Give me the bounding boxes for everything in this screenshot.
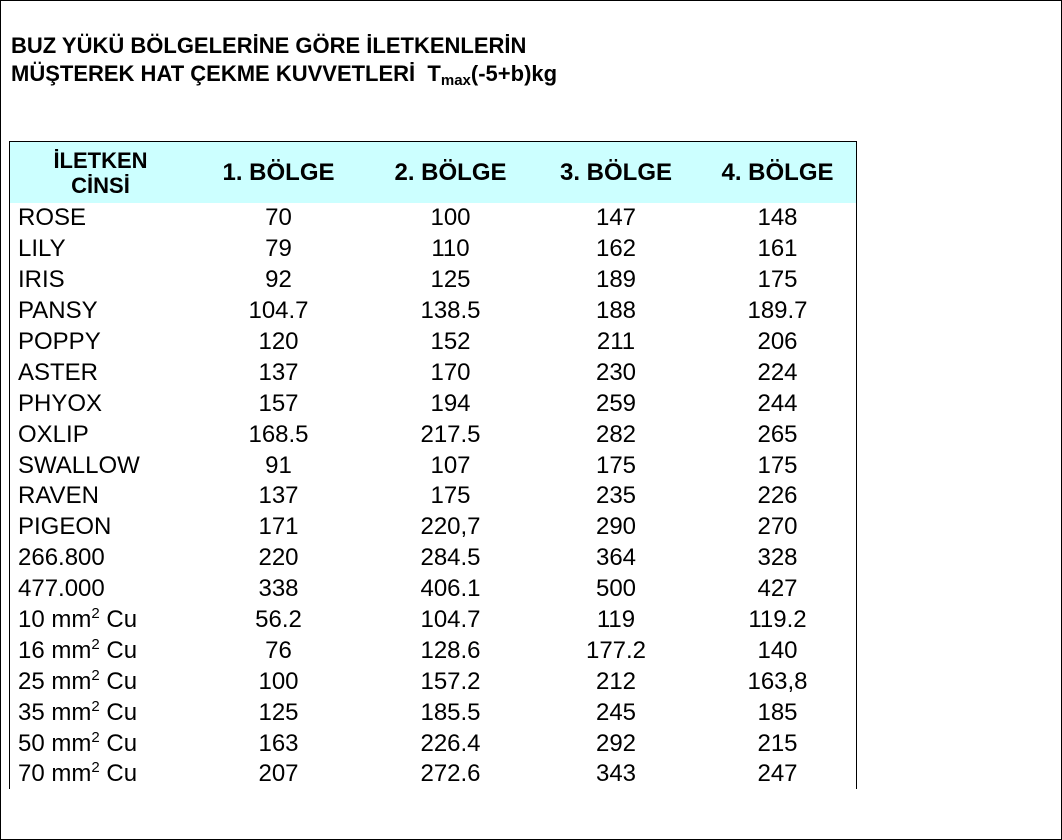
region-4-value-cell: 226 (757, 482, 798, 510)
table-row (10, 327, 856, 358)
region-4-value-cell: 244 (757, 389, 798, 417)
conductor-material: Cu (106, 667, 138, 695)
conductor-unit: mm (51, 729, 92, 757)
region-2-value-cell: 406.1 (420, 575, 481, 603)
region-4-value-cell: 161 (757, 235, 798, 263)
conductor-name-cell (10, 697, 189, 728)
conductor-unit: mm (51, 606, 92, 634)
conductor-name-cell: PHYOX (18, 389, 103, 417)
region-1-value-cell: 163 (258, 729, 299, 757)
region-2-value-cell: 220,7 (420, 513, 481, 541)
region-3-value-cell: 500 (595, 575, 637, 603)
conductor-name-cell: RAVEN (18, 482, 99, 510)
region-3-value-cell: 230 (595, 358, 637, 386)
region-4-value-cell: 247 (757, 760, 798, 788)
region-1-value-cell: 168.5 (248, 420, 309, 448)
region-3-value-cell: 282 (595, 420, 637, 448)
region-3-value-cell: 189 (595, 266, 637, 294)
title-unit: (-5+b)kg (470, 61, 558, 86)
conductor-unit: mm (51, 760, 92, 788)
region-4-value-cell: 270 (757, 513, 798, 541)
region-2-value-cell: 175 (430, 482, 471, 510)
region-3-value-cell: 212 (595, 667, 637, 695)
table-row (10, 697, 856, 728)
region-3-value-cell: 259 (595, 389, 637, 417)
region-3-value-cell: 175 (595, 451, 637, 479)
region-3-value-cell: 119 (596, 606, 636, 634)
conductor-size: 35 (18, 698, 45, 726)
conductor-material: Cu (106, 698, 138, 726)
region-4-value-cell: 175 (757, 266, 798, 294)
table-row (10, 512, 856, 543)
conductor-size: 70 (18, 760, 45, 788)
region-1-value-cell: 120 (258, 328, 299, 355)
title-line-1: BUZ YÜKÜ BÖLGELERİNE GÖRE İLETKENLERİN (11, 33, 527, 58)
region-1-value-cell: 125 (258, 698, 299, 726)
region-1-value-cell: 104.7 (248, 297, 309, 325)
conductor-unit-exponent: 2 (91, 697, 100, 715)
table-row (10, 234, 856, 265)
table-row (10, 419, 856, 450)
header-region-2: 2. BÖLGE (394, 159, 507, 186)
header-region-1: 1. BÖLGE (222, 159, 335, 186)
region-3-value-cell: 147 (595, 204, 637, 232)
conductor-material: Cu (106, 729, 138, 757)
conductor-name-cell: ASTER (18, 358, 99, 386)
region-2-value-cell: 185.5 (420, 698, 481, 726)
conductor-name-cell: ROSE (18, 204, 87, 232)
table-row (10, 666, 856, 697)
table-row (10, 265, 856, 296)
region-4-value-cell: 189.7 (747, 297, 808, 325)
conductor-name-cell: 266.800 (18, 544, 105, 572)
region-1-value-cell: 171 (258, 513, 299, 541)
conductor-size: 25 (18, 667, 45, 695)
conductor-name-cell: IRIS (18, 266, 65, 294)
conductor-name-cell: PIGEON (18, 513, 112, 541)
region-1-value-cell: 56.2 (255, 606, 302, 634)
region-2-value-cell: 138.5 (420, 297, 481, 325)
region-4-value-cell: 175 (757, 451, 798, 479)
conductor-unit-exponent: 2 (91, 666, 100, 684)
region-1-value-cell: 220 (258, 544, 299, 572)
region-2-value-cell: 125 (430, 266, 471, 294)
conductor-table (10, 142, 856, 790)
conductor-unit-exponent: 2 (91, 605, 100, 623)
table-row (10, 759, 856, 790)
region-4-value-cell: 328 (757, 544, 798, 572)
region-1-value-cell: 70 (265, 204, 292, 232)
region-4-value-cell: 206 (757, 328, 798, 355)
region-1-value-cell: 79 (265, 235, 292, 263)
conductor-material: Cu (106, 606, 138, 634)
region-4-value-cell: 140 (757, 636, 798, 664)
region-3-value-cell: 245 (595, 698, 637, 726)
header-conductor-type: İLETKEN CİNSİ (53, 147, 148, 198)
conductor-unit-exponent: 2 (91, 728, 100, 746)
table-row (10, 296, 856, 327)
table-row (10, 635, 856, 666)
region-1-value-cell: 338 (258, 575, 299, 603)
table-header-row (10, 142, 856, 203)
region-4-value-cell: 163,8 (747, 667, 808, 695)
conductor-unit: mm (51, 636, 92, 664)
conductor-name-cell: SWALLOW (18, 451, 140, 479)
region-4-value-cell: 185 (757, 698, 798, 726)
table-row (10, 388, 856, 419)
region-3-value-cell: 211 (596, 328, 636, 355)
conductor-table-container (9, 141, 857, 789)
header-region-4: 4. BÖLGE (721, 159, 834, 186)
region-2-value-cell: 284.5 (420, 544, 481, 572)
conductor-unit-exponent: 2 (91, 635, 100, 653)
region-1-value-cell: 76 (265, 636, 292, 664)
table-row (10, 728, 856, 759)
conductor-name-cell (10, 728, 189, 759)
table-row (10, 450, 856, 481)
region-2-value-cell: 194 (430, 389, 471, 417)
region-3-value-cell: 177.2 (585, 636, 647, 664)
region-3-value-cell: 292 (595, 729, 637, 757)
conductor-size: 16 (18, 636, 45, 664)
conductor-unit: mm (51, 667, 92, 695)
region-4-value-cell: 427 (757, 575, 798, 603)
title-line-2: MÜŞTEREK HAT ÇEKME KUVVETLERİ (11, 61, 416, 86)
region-1-value-cell: 137 (258, 482, 299, 510)
region-2-value-cell: 157.2 (420, 667, 481, 695)
region-3-value-cell: 290 (595, 513, 637, 541)
region-1-value-cell: 137 (258, 358, 299, 386)
region-2-value-cell: 152 (430, 328, 471, 355)
region-4-value-cell: 215 (757, 729, 798, 757)
region-2-value-cell: 107 (430, 451, 471, 479)
title-t-subscript: max (440, 72, 471, 89)
region-4-value-cell: 224 (757, 358, 798, 386)
region-3-value-cell: 364 (595, 544, 637, 572)
region-2-value-cell: 100 (430, 204, 471, 232)
conductor-name-cell (10, 605, 189, 636)
conductor-name-cell (10, 635, 189, 666)
region-2-value-cell: 170 (430, 358, 471, 386)
region-1-value-cell: 157 (258, 389, 299, 417)
conductor-material: Cu (106, 636, 138, 664)
table-row (10, 481, 856, 512)
conductor-name-cell: 477.000 (18, 575, 105, 603)
region-4-value-cell: 265 (757, 420, 798, 448)
region-3-value-cell: 162 (595, 235, 637, 263)
region-3-value-cell: 188 (595, 297, 637, 325)
conductor-size: 50 (18, 729, 45, 757)
region-1-value-cell: 91 (265, 451, 292, 479)
region-4-value-cell: 148 (757, 204, 798, 232)
conductor-material: Cu (106, 760, 138, 788)
conductor-name-cell: LILY (18, 235, 66, 263)
region-1-value-cell: 92 (265, 266, 292, 294)
page-title (11, 32, 557, 88)
region-2-value-cell: 272.6 (420, 760, 481, 788)
conductor-unit: mm (51, 698, 92, 726)
table-row (10, 605, 856, 636)
region-3-value-cell: 235 (595, 482, 637, 510)
region-3-value-cell: 343 (595, 760, 637, 788)
table-row (10, 357, 856, 388)
conductor-name-cell: OXLIP (18, 420, 89, 448)
region-1-value-cell: 100 (258, 667, 299, 695)
region-2-value-cell: 226.4 (420, 729, 481, 757)
table-row (10, 203, 856, 234)
header-region-3: 3. BÖLGE (559, 159, 673, 186)
region-1-value-cell: 207 (258, 760, 299, 788)
region-2-value-cell: 128.6 (420, 636, 481, 664)
title-t-symbol: T (427, 61, 441, 86)
conductor-unit-exponent: 2 (91, 759, 100, 777)
region-2-value-cell: 110 (431, 235, 470, 263)
conductor-name-cell (10, 759, 189, 790)
table-row (10, 574, 856, 605)
region-4-value-cell: 119.2 (748, 606, 807, 634)
region-2-value-cell: 217.5 (420, 420, 481, 448)
conductor-name-cell: PANSY (18, 297, 98, 325)
table-row (10, 543, 856, 574)
region-2-value-cell: 104.7 (420, 606, 481, 634)
conductor-name-cell: POPPY (18, 328, 101, 355)
conductor-size: 10 (18, 606, 45, 634)
conductor-name-cell (10, 666, 189, 697)
